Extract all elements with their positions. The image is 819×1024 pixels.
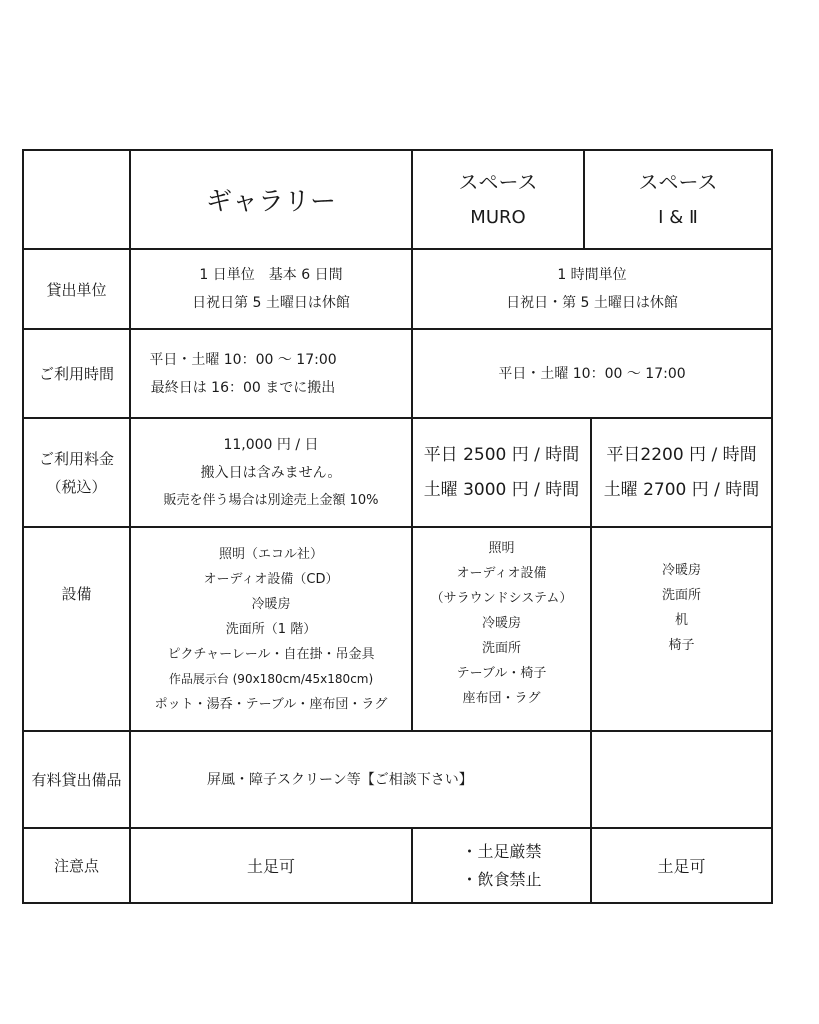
header-space-muro [413, 151, 583, 248]
gallery-rental-unit [131, 250, 411, 328]
cell-line: 日祝日第 5 土曜日は休館 [192, 295, 350, 311]
cell-line: ・土足厳禁 [461, 841, 542, 861]
row-label-hours [24, 330, 129, 417]
equipment-item: （サラウンドシステム） [430, 590, 573, 606]
muro-fee [413, 419, 590, 526]
cell-line: 平日 2500 円 / 時間 [423, 444, 580, 465]
space12-notes [592, 829, 771, 902]
cell-line: 1 時間単位 [557, 267, 627, 283]
cell-line: 搬入日は含みません。 [200, 464, 342, 481]
header-space-1-2 [585, 151, 771, 248]
cell-line: 土曜 3000 円 / 時間 [423, 479, 580, 500]
row-label-text: 有料貸出備品 [31, 771, 122, 789]
muro-notes [413, 829, 590, 902]
gallery-fee [131, 419, 411, 526]
row-label-rental-unit [24, 250, 129, 328]
header-gallery [131, 151, 411, 248]
space12-equipment [592, 528, 771, 688]
equipment-item: 照明 [488, 540, 515, 556]
equipment-item: 洗面所 [661, 588, 701, 603]
equipment-item: オーディオ設備（CD） [203, 571, 339, 587]
header-gallery-title: ギャラリー [205, 187, 336, 217]
row-label-text: 貸出単位 [46, 280, 107, 299]
cell-line: 1 日単位 基本 6 日間 [199, 267, 343, 283]
spaces-rental-unit [413, 250, 771, 328]
cell-line: 土曜 2700 円 / 時間 [603, 479, 760, 500]
equipment-item: ピクチャーレール・自在掛・吊金具 [167, 646, 375, 662]
header-space12-line: Ⅰ & Ⅱ [658, 206, 698, 228]
equipment-item: オーディオ設備 [456, 565, 547, 581]
equipment-item: 冷暖房 [251, 596, 291, 612]
equipment-item: テーブル・椅子 [456, 665, 547, 681]
cell-line: 平日2200 円 / 時間 [606, 444, 757, 465]
cell-line: 土足可 [246, 857, 295, 876]
row-label-paid-items [24, 732, 129, 827]
row-label-text: ご利用料金 [38, 449, 114, 468]
equipment-item: 冷暖房 [661, 563, 701, 578]
table-border-bottom [22, 902, 773, 904]
header-muro-line: MURO [470, 206, 526, 228]
header-muro-line: スペース [458, 169, 538, 194]
cell-line: 平日・土曜 10：00 〜 17:00 [149, 351, 337, 368]
paid-items-content [131, 732, 590, 827]
cell-line: 土足可 [657, 857, 706, 876]
cell-line: 日祝日・第 5 土曜日は休館 [506, 295, 678, 311]
equipment-item: ポット・湯呑・テーブル・座布団・ラグ [154, 696, 388, 712]
cell-line: 販売を伴う場合は別途売上金額 10% [163, 492, 379, 508]
table-border-right [771, 149, 773, 904]
row-label-text: （税込） [46, 477, 107, 496]
equipment-item: 作品展示台 (90x180cm/45x180cm) [168, 671, 374, 686]
equipment-item: 椅子 [668, 638, 695, 653]
gallery-hours [131, 330, 355, 417]
equipment-item: 洗面所（1 階） [225, 621, 317, 637]
cell-line: 屏風・障子スクリーン等【ご相談下さい】 [207, 771, 473, 788]
equipment-item: 座布団・ラグ [462, 690, 541, 706]
muro-equipment [413, 528, 590, 718]
equipment-item: 机 [674, 613, 688, 628]
cell-line: ・飲食禁止 [461, 869, 542, 889]
cell-line: 平日・土曜 10：00 〜 17:00 [498, 365, 686, 382]
equipment-item: 冷暖房 [481, 615, 521, 631]
header-space12-line: スペース [638, 169, 718, 194]
row-label-fee [24, 419, 129, 526]
equipment-item: 洗面所 [481, 640, 521, 656]
row-label-text: 注意点 [53, 857, 99, 875]
row-label-notes [24, 829, 129, 902]
equipment-item: 照明（エコル社） [218, 546, 323, 562]
cell-line: 最終日は 16：00 までに搬出 [150, 379, 336, 396]
row-label-text: ご利用時間 [38, 365, 114, 383]
space12-fee [592, 419, 771, 526]
gallery-equipment [131, 528, 411, 730]
cell-line: 11,000 円 / 日 [223, 436, 319, 453]
row-label-equipment [24, 528, 129, 658]
row-label-text: 設備 [61, 584, 92, 603]
gallery-notes [131, 829, 411, 902]
spaces-hours [413, 330, 771, 417]
